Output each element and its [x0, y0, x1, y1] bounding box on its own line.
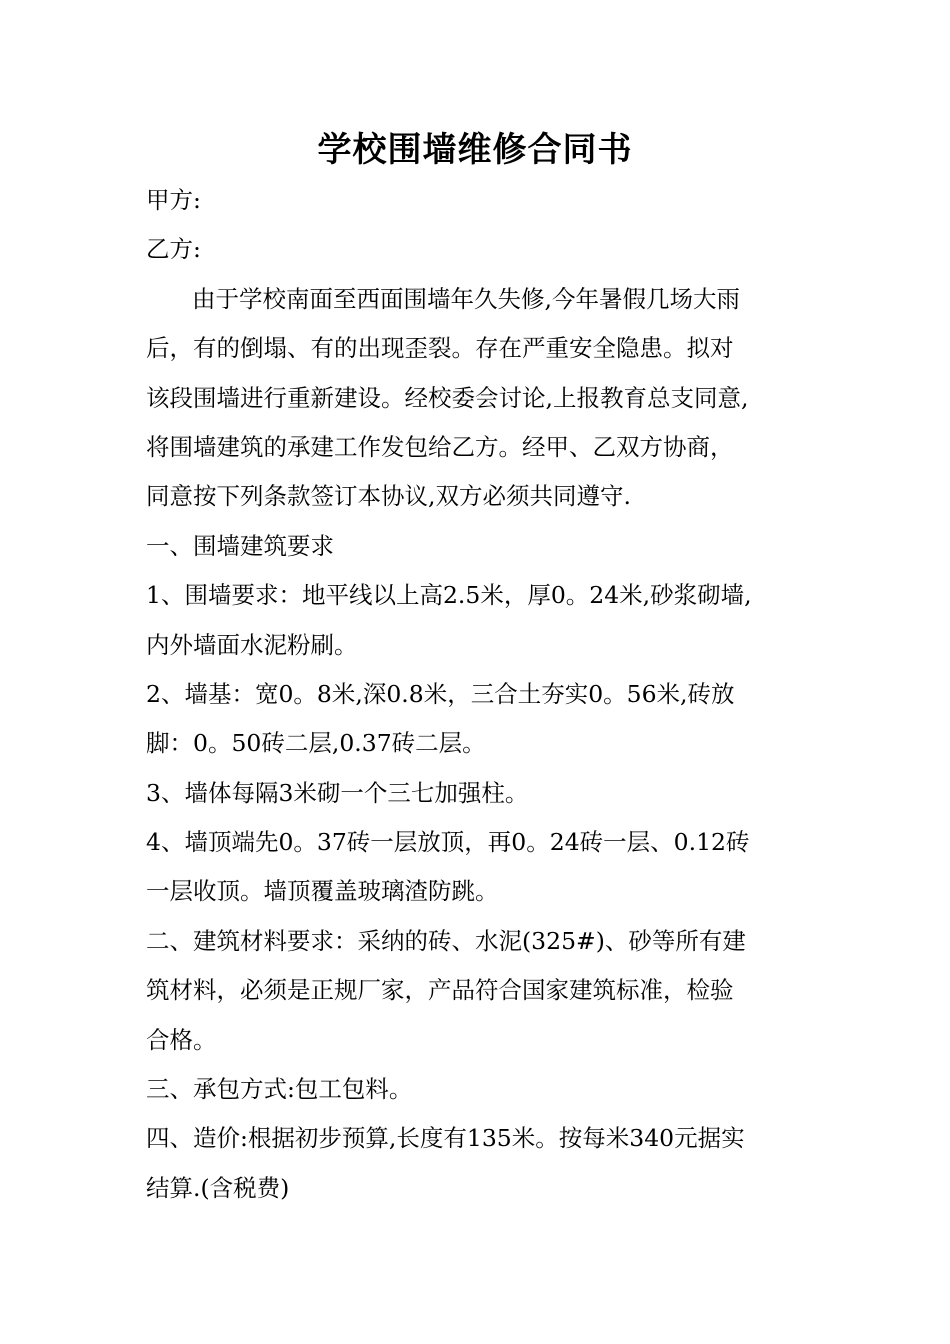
section-line: 结算.(含税费) [146, 1173, 290, 1202]
section-heading: 一、围墙建筑要求 [146, 531, 334, 560]
preamble-line: 同意按下列条款签订本协议,双方必须共同遵守. [146, 482, 631, 511]
preamble-line: 该段围墙进行重新建设。经校委会讨论,上报教育总支同意, [146, 383, 749, 412]
preamble-line: 将围墙建筑的承建工作发包给乙方。经甲、乙双方协商， [146, 432, 734, 461]
clause-line: 2、墙基：宽0。8米,深0.8米，三合土夯实0。56米,砖放 [146, 679, 735, 708]
section-line: 筑材料，必须是正规厂家，产品符合国家建筑标准，检验 [146, 976, 734, 1005]
clause-line: 内外墙面水泥粉刷。 [146, 630, 358, 659]
section-line: 四、造价:根据初步预算,长度有135米。按每米340元据实 [146, 1124, 745, 1153]
document-title: 学校围墙维修合同书 [317, 130, 633, 170]
party-a-line: 甲方: [146, 186, 201, 214]
clause-line: 1、围墙要求：地平线以上高2.5米，厚0。24米,砂浆砌墙, [146, 581, 752, 610]
preamble-line: 后，有的倒塌、有的出现歪裂。存在严重安全隐患。拟对 [146, 334, 734, 363]
section-line: 合格。 [146, 1025, 217, 1054]
clause-line: 4、墙顶端先0。37砖一层放顶，再0。24砖一层、0.12砖 [146, 828, 750, 857]
clause-line: 3、墙体每隔3米砌一个三七加强柱。 [146, 778, 529, 807]
preamble-line: 由于学校南面至西面围墙年久失修,今年暑假几场大雨 [192, 284, 740, 313]
clause-line: 脚：0。50砖二层,0.37砖二层。 [146, 729, 486, 758]
section-line: 三、承包方式:包工包料。 [146, 1075, 413, 1104]
document-body [146, 176, 826, 1213]
section-line: 二、建筑材料要求：采纳的砖、水泥(325#)、砂等所有建 [146, 926, 746, 955]
party-b-line: 乙方: [146, 235, 201, 264]
clause-line: 一层收顶。墙顶覆盖玻璃渣防跳。 [146, 877, 499, 906]
